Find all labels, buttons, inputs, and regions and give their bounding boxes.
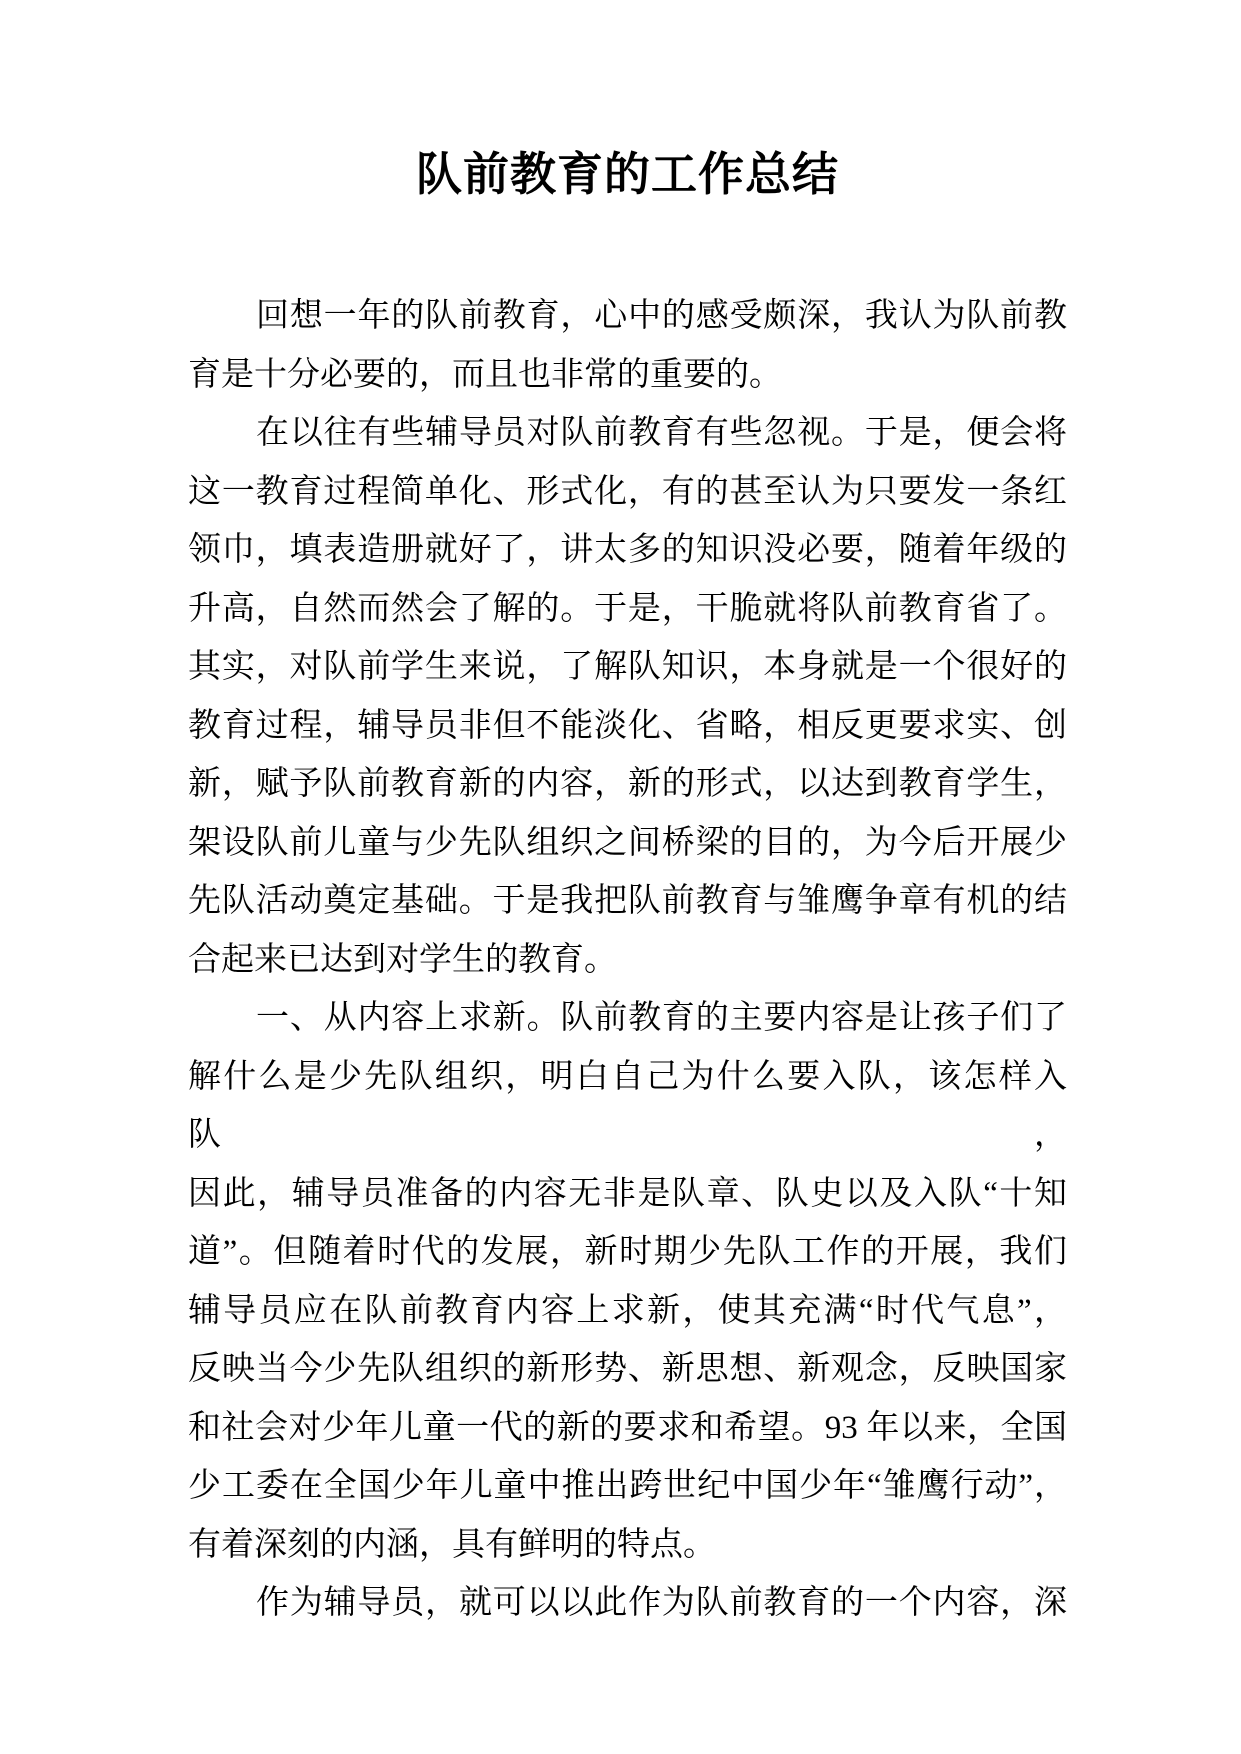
text-line: 回想一年的队前教育，心中的感受颇深，我认为队前教	[256, 298, 1067, 334]
text-line: 育是十分必要的，而且也非常的重要的。	[188, 356, 782, 393]
paragraph	[188, 404, 1067, 989]
text-line: 解什么是少先队组织，明白自己为什么要入队，该怎样入队，	[188, 1058, 1067, 1153]
text-line: 反映当今少先队组织的新形势、新思想、新观念，反映国家	[188, 1351, 1067, 1387]
paragraph	[188, 287, 1067, 404]
text-line: 有着深刻的内涵，具有鲜明的特点。	[188, 1526, 716, 1563]
text-line: 其实，对队前学生来说，了解队知识，本身就是一个很好的	[188, 649, 1067, 685]
document-body	[188, 287, 1067, 1633]
text-line: 道”。但随着时代的发展，新时期少先队工作的开展，我们	[188, 1234, 1067, 1270]
text-line: 教育过程，辅导员非但不能淡化、省略，相反更要求实、创	[188, 707, 1067, 744]
document-title: 队前教育的工作总结	[416, 148, 839, 200]
text-line: 和社会对少年儿童一代的新的要求和希望。93 年以来，全国	[188, 1409, 1067, 1446]
text-line: 作为辅导员，就可以以此作为队前教育的一个内容，深	[256, 1585, 1067, 1621]
text-line: 架设队前儿童与少先队组织之间桥梁的目的，为今后开展少	[188, 824, 1067, 861]
text-line: 领巾，填表造册就好了，讲太多的知识没必要，随着年级的	[188, 532, 1067, 568]
text-line: 先队活动奠定基础。于是我把队前教育与雏鹰争章有机的结	[188, 883, 1067, 919]
text-line: 合起来已达到对学生的教育。	[188, 941, 617, 978]
paragraph	[188, 989, 1067, 1574]
paragraph	[188, 1574, 1067, 1633]
text-line: 在以往有些辅导员对队前教育有些忽视。于是，便会将	[256, 415, 1067, 451]
text-line: 因此，辅导员准备的内容无非是队章、队史以及入队“十知	[188, 1175, 1067, 1212]
text-line: 一、从内容上求新。队前教育的主要内容是让孩子们了	[256, 1000, 1067, 1036]
text-line: 辅导员应在队前教育内容上求新，使其充满“时代气息”，	[188, 1292, 1067, 1329]
text-line: 这一教育过程简单化、形式化，有的甚至认为只要发一条红	[188, 473, 1067, 510]
text-line: 少工委在全国少年儿童中推出跨世纪中国少年“雏鹰行动”，	[188, 1468, 1067, 1504]
text-line: 升高，自然而然会了解的。于是，干脆就将队前教育省了。	[188, 590, 1067, 627]
text-line: 新，赋予队前教育新的内容，新的形式，以达到教育学生，	[188, 766, 1067, 802]
